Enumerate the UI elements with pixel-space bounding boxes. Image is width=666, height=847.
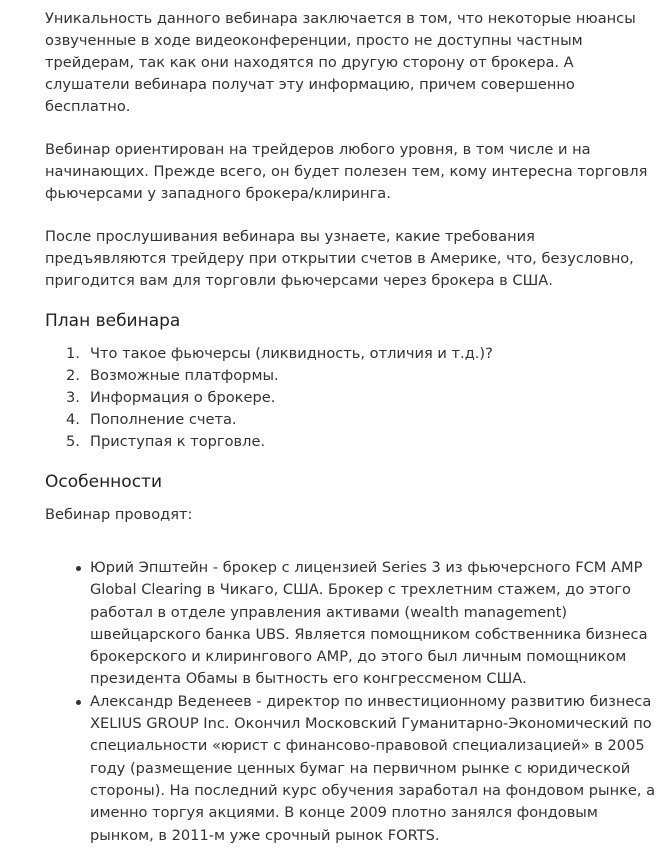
speaker-text: Александр Веденеев - директор по инвестиционному развитию бизнеса XELIUS GROUP Inc. Окончил Московский Гуманитарно-Экономический по специальности «юрист с финансово-правовой специализацией» в 2005 году (размещение ценных бумаг на первичном рынке с юридической стороны). На последний курс обучения заработал на фондовом рынке, а именно торгуя акциями. В конце 2009 плотно занялся фондовым рынком, в 2011-м уже срочный рынок FORTS. [90,692,656,844]
bullet-icon [76,700,81,705]
plan-list-item [45,387,657,409]
speaker-item [45,557,657,691]
speaker-text: Юрий Эпштейн - брокер с лицензией Series 3 из фьючерсного FCM AMP Global Clearing в Чикаго, США. Брокер с трехлетним стажем, до этого работал в отделе управления активами (wealth management) швейцарского банка UBS. Является помощником собственника бизнеса брокерского и клирингового AMP, до этого был личным помощником президента Обамы в бытность его конгрессменом США. [90,559,648,688]
article-body [45,8,657,847]
plan-list [45,343,657,453]
speaker-item [45,691,657,847]
plan-list-item [45,431,657,453]
plan-list-item [45,343,657,365]
plan-item-text: Пополнение счета. [90,411,237,428]
intro-paragraph-2: Вебинар ориентирован на трейдеров любого уровня, в том числе и на начинающих. Прежде всего, он будет полезен тем, кому интересна торговля фьючерсами у западного брокера/клиринга. [45,141,648,202]
plan-item-number: 4. [66,411,80,428]
features-heading: Особенности [45,472,162,492]
plan-item-number: 5. [66,433,80,450]
plan-list-item [45,365,657,387]
plan-item-text: Приступая к торговле. [90,433,266,450]
intro-paragraph-3: После прослушивания вебинара вы узнаете, какие требования предъявляются трейдеру при открытии счетов в Америке, что, безусловно, пригодится вам для торговли фьючерсами через брокера в США. [45,228,634,289]
plan-list-item [45,409,657,431]
intro-paragraph-1: Уникальность данного вебинара заключается в том, что некоторые нюансы озвученные в ходе видеоконференции, просто не доступны частным трейдерам, так как они находятся по другую сторону от брокера. А слушатели вебинара получат эту информацию, причем совершенно бесплатно. [45,10,636,115]
plan-item-text: Что такое фьючерсы (ликвидность, отличия и т.д.)? [90,345,493,362]
plan-item-number: 3. [66,389,80,406]
plan-item-number: 2. [66,367,80,384]
plan-heading: План вебинара [45,311,181,331]
speakers-list [45,557,657,847]
features-lead: Вебинар проводят: [45,506,193,523]
plan-item-number: 1. [66,345,80,362]
plan-item-text: Информация о брокере. [90,389,276,406]
bullet-icon [76,566,81,571]
plan-item-text: Возможные платформы. [90,367,279,384]
